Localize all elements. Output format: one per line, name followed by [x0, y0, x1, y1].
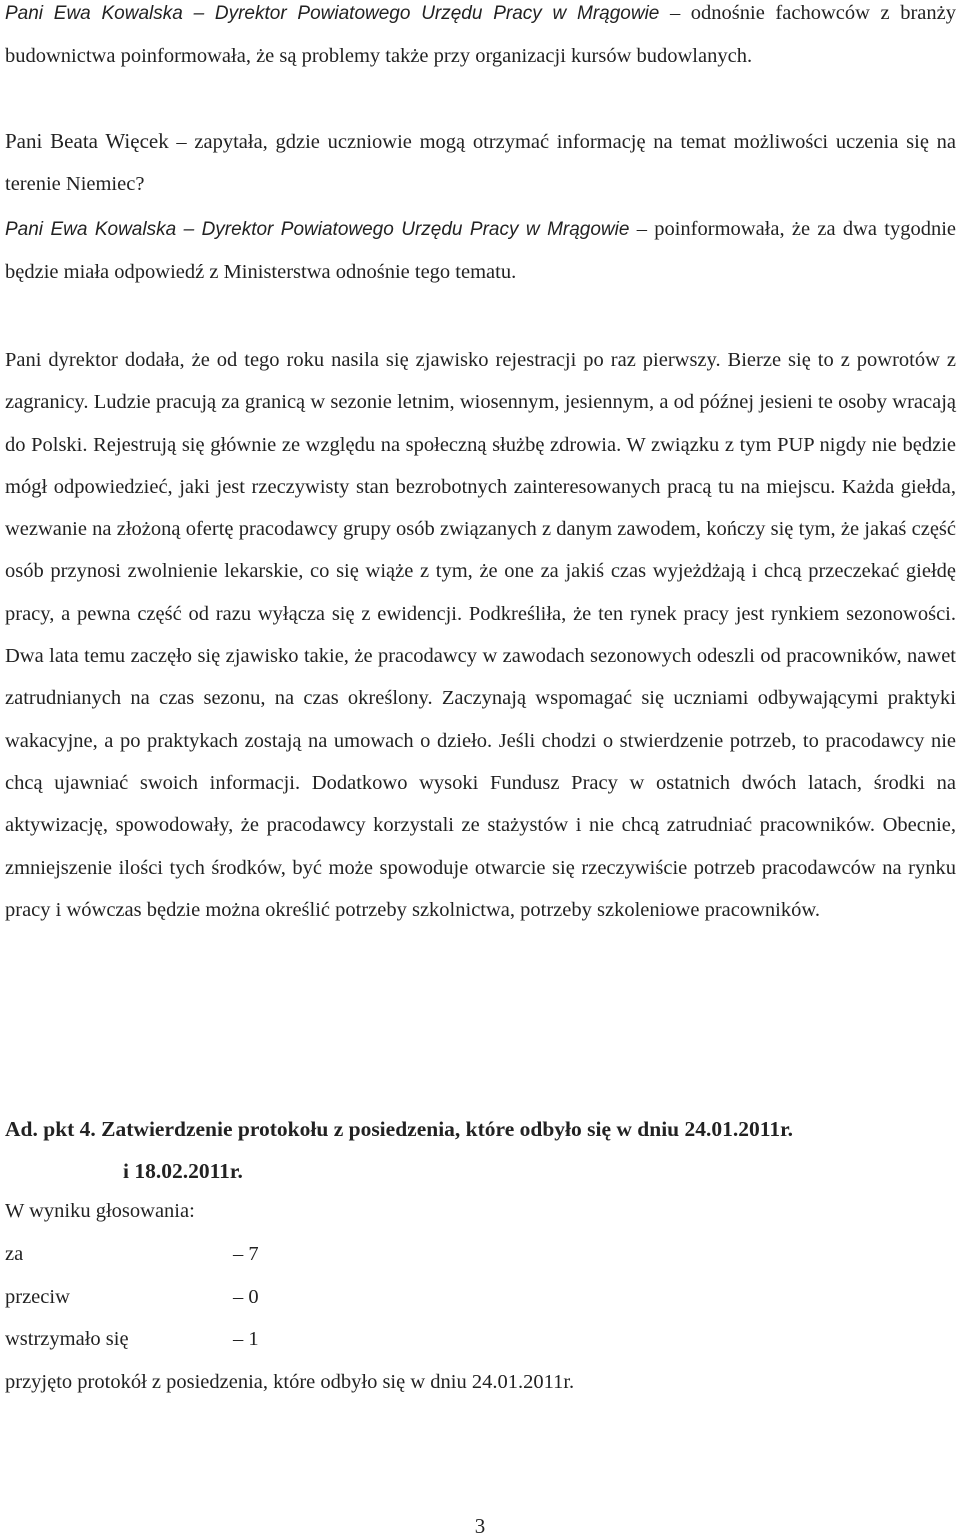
vote-label: za: [5, 1243, 24, 1265]
vote-count: – 1: [233, 1328, 259, 1350]
agenda-item-line-1: Ad. pkt 4. Zatwierdzenie protokołu z posiedzenia, które odbyło się w dniu 24.01.2011r.: [5, 1117, 794, 1141]
voting-intro: W wyniku głosowania:: [5, 1200, 195, 1222]
paragraph-text: – zapytała, gdzie uczniowie mogą otrzymać informację na temat możliwości uczenia się na terenie Niemiec?: [5, 131, 956, 196]
paragraph-kowalska-ministry: [5, 208, 956, 294]
vote-label: przeciw: [5, 1286, 70, 1308]
speaker-name: Pani Beata Więcek: [5, 129, 169, 153]
speaker-name: Pani Ewa Kowalska – Dyrektor Powiatowego Urzędu Pracy w Mrągowie: [5, 3, 660, 24]
agenda-item-heading: [5, 1108, 956, 1192]
speaker-name: Pani Ewa Kowalska – Dyrektor Powiatowego Urzędu Pracy w Mrągowie: [5, 219, 630, 240]
paragraph-director-statement: [5, 339, 956, 931]
voting-conclusion: przyjęto protokół z posiedzenia, które odbyło się w dniu 24.01.2011r.: [5, 1371, 575, 1393]
vote-label: wstrzymało się: [5, 1328, 129, 1350]
paragraph-text: – odnośnie fachowców z branży budownictwa poinformowała, że są problemy także przy organizacji kursów budowlanych.: [5, 2, 956, 68]
paragraph-text: Pani dyrektor dodała, że od tego roku nasila się zjawisko rejestracji po raz pierwszy. Bierze się to z powrotów z zagranicy. Ludzie pracują za granicą w sezonie letnim, wiosennym, jesiennym, a od późnej jesieni te osoby wracają do Polski. Rejestrują się głównie ze względu na społeczną służbę zdrowia. W związku z tym PUP nigdy nie będzie mógł odpowiedzieć, jaki jest rzeczywisty stan bezrobotnych zainteresowanych pracą tu na miejscu. Każda giełda, wezwanie na złożoną ofertę pracodawcy grupy osób związanych z danym zawodem, kończy się tym, że jakaś część osób przynosi zwolnienie lekarskie, co się wiąże z tym, że one za jakiś czas wyjeżdżają i chcą przeczekać giełdę pracy, a pewna część od razu wyłącza się z ewidencji. Podkreśliła, że ten rynek pracy jest rynkiem sezonowości. Dwa lata temu zaczęło się zjawisko takie, że pracodawcy w zawodach sezonowych odeszli od pracowników, nawet zatrudnianych na czas sezonu, na czas określony. Zaczynają wspomagać się uczniami odbywającymi praktyki wakacyjne, a po praktykach zostają na umowach o dzieło. Jeśli chodzi o stwierdzenie potrzeb, to pracodawcy nie chcą ujawniać swoich informacji. Dodatkowo wysoki Fundusz Pracy w ostatnich dwóch latach, środki na aktywizację, spowodowały, że pracodawcy korzystali ze stażystów i nie chcą zatrudniać pracowników. Obecnie, zmniejszenie ilości tych środków, być może spowoduje otwarcie się rzeczywiście potrzeb pracodawców na rynku pracy i wówczas będzie można określić potrzeby szkolnictwa, potrzeby szkoleniowe pracowników.: [5, 349, 956, 921]
paragraph-text: – poinformowała, że za dwa tygodnie będzie miała odpowiedź z Ministerstwa odnośnie tego tematu.: [5, 218, 956, 284]
vote-count: – 0: [233, 1286, 259, 1308]
page-number: 3: [474, 1514, 486, 1538]
vote-count: – 7: [233, 1243, 259, 1265]
paragraph-kowalska-courses: [5, 0, 956, 78]
agenda-item-line-2: i 18.02.2011r.: [123, 1159, 243, 1183]
paragraph-wiecek-question: [5, 120, 956, 206]
